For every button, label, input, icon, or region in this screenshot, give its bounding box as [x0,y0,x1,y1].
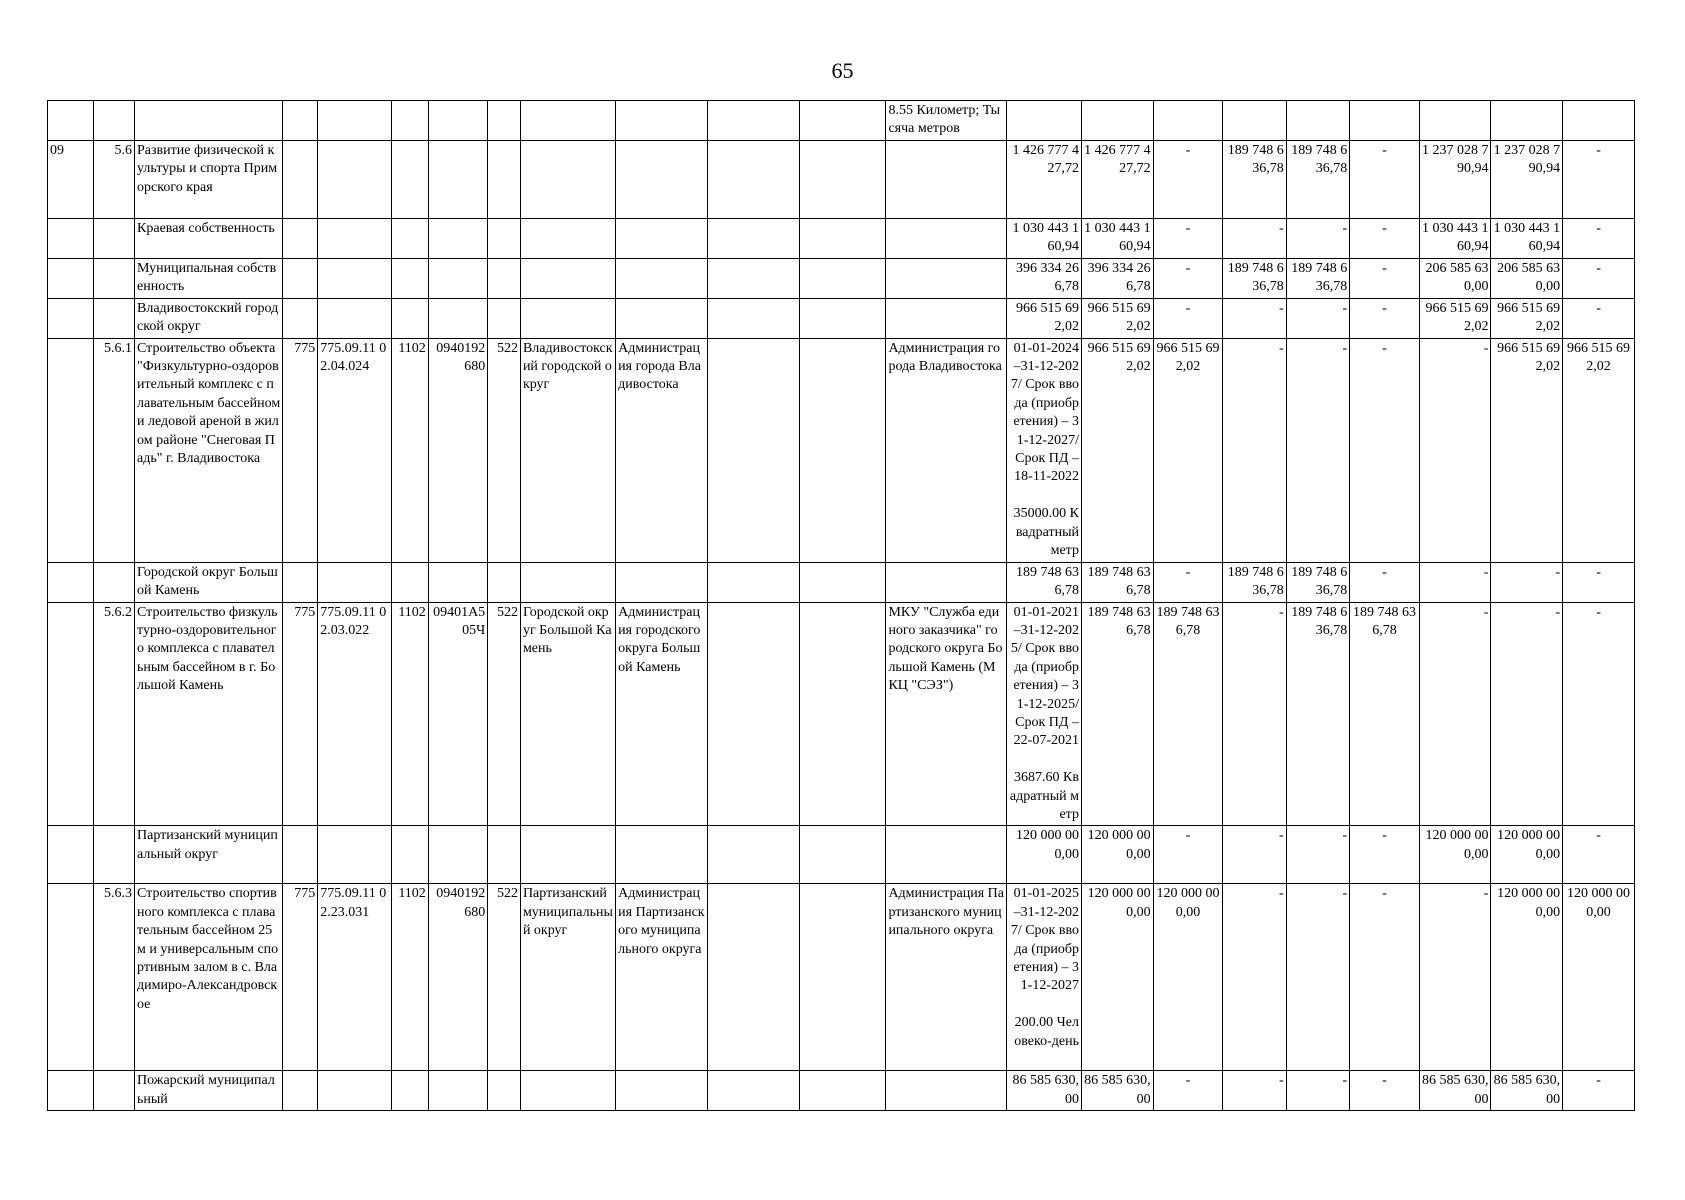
table-cell [1491,101,1563,141]
table-cell [616,219,708,259]
table-cell [135,101,283,141]
table-row [48,826,1635,884]
table-cell [48,258,94,298]
table-cell: 189 748 636,78 [1223,141,1286,219]
table-cell: - [1286,884,1349,1071]
table-cell [283,141,318,219]
table-cell [391,298,428,338]
table-cell: 189 748 636,78 [1153,602,1223,826]
table-cell: 1 030 443 160,94 [1081,219,1153,259]
table-cell [800,562,886,602]
table-cell: - [1223,338,1286,562]
table-cell [318,141,392,219]
table-cell [800,219,886,259]
table-cell [391,258,428,298]
table-cell: - [1223,884,1286,1071]
table-cell [428,101,487,141]
table-cell: - [1350,884,1420,1071]
table-cell [1223,101,1286,141]
table-cell [708,258,800,298]
table-cell [283,826,318,884]
table-cell: 1 426 777 427,72 [1007,141,1082,219]
table-cell [391,219,428,259]
table-cell [886,219,1007,259]
table-cell [708,826,800,884]
table-cell: - [1350,826,1420,884]
table-cell: - [1286,338,1349,562]
table-cell [48,884,94,1071]
table-cell [488,298,521,338]
table-cell [886,258,1007,298]
table-cell: - [1563,141,1635,219]
table-cell [94,101,135,141]
table-cell: - [1153,219,1223,259]
table-cell [94,219,135,259]
table-cell: 966 515 692,02 [1419,298,1491,338]
table-row [48,562,1635,602]
table-cell [391,826,428,884]
table-cell: - [1563,219,1635,259]
table-cell [708,141,800,219]
table-cell: 775.09.11 02.04.024 [318,338,392,562]
table-cell: 775 [283,602,318,826]
table-cell [391,562,428,602]
table-cell [800,298,886,338]
table-cell: - [1350,219,1420,259]
table-cell [520,219,615,259]
table-cell: 966 515 692,02 [1491,338,1563,562]
table-cell [1081,101,1153,141]
table-row [48,101,1635,141]
table-cell [48,101,94,141]
table-cell [428,826,487,884]
table-cell [520,141,615,219]
table-cell: Владивостокский городской округ [135,298,283,338]
table-cell [488,826,521,884]
table-cell [708,298,800,338]
table-cell [708,562,800,602]
table-cell [800,1071,886,1111]
table-cell [283,562,318,602]
table-cell: 189 748 636,78 [1081,562,1153,602]
table-cell: 396 334 266,78 [1007,258,1082,298]
table-cell: 5.6.3 [94,884,135,1071]
table-cell [1350,101,1420,141]
table-cell: 966 515 692,02 [1007,298,1082,338]
table-cell [1007,101,1082,141]
table-cell [283,1071,318,1111]
table-cell [616,101,708,141]
table-cell [48,338,94,562]
table-cell [800,884,886,1071]
table-cell: Городской округ Большой Камень [135,562,283,602]
table-cell [391,141,428,219]
table-cell: 1 030 443 160,94 [1419,219,1491,259]
table-cell: 522 [488,884,521,1071]
table-cell [48,219,94,259]
table-cell [94,826,135,884]
table-cell [318,826,392,884]
table-cell: 0940192680 [428,338,487,562]
table-cell [48,826,94,884]
table-cell: 396 334 266,78 [1081,258,1153,298]
table-cell [616,1071,708,1111]
page-number: 65 [831,58,854,83]
table-cell: 189 748 636,78 [1223,562,1286,602]
table-cell: 189 748 636,78 [1081,602,1153,826]
table-cell [318,1071,392,1111]
table-cell [708,101,800,141]
table-cell: - [1153,298,1223,338]
table-cell: - [1153,258,1223,298]
table-cell: - [1419,602,1491,826]
table-cell: 8.55 Километр; Тысяча метров [886,101,1007,141]
table-cell: Администрация Партизанского муниципального округа [616,884,708,1071]
table-cell: 86 585 630,00 [1419,1071,1491,1111]
table-cell: - [1350,141,1420,219]
table-cell [488,1071,521,1111]
table-cell [283,101,318,141]
table-cell: 775.09.11 02.23.031 [318,884,392,1071]
table-cell [886,562,1007,602]
table-cell: 120 000 000,00 [1491,826,1563,884]
table-cell: Краевая собственность [135,219,283,259]
table-cell [488,141,521,219]
table-cell: 120 000 000,00 [1081,826,1153,884]
table-cell: Строительство объекта "Физкультурно-оздоровительный комплекс с плавательным бассейном и ледовой ареной в жилом районе "Снеговая Падь" г. Владивостока [135,338,283,562]
table-cell: Развитие физической культуры и спорта Приморского края [135,141,283,219]
table-cell [48,298,94,338]
table-cell [1153,101,1223,141]
table-cell [428,298,487,338]
table-cell [488,562,521,602]
table-cell [800,258,886,298]
table-cell: 206 585 630,00 [1419,258,1491,298]
table-cell [616,826,708,884]
table-cell [94,1071,135,1111]
table-cell [318,298,392,338]
table-cell [1286,101,1349,141]
table-cell [318,562,392,602]
table-cell: 5.6.2 [94,602,135,826]
table-cell [48,1071,94,1111]
table-cell [520,298,615,338]
table-cell [318,101,392,141]
table-cell: 966 515 692,02 [1081,338,1153,562]
table-cell [800,826,886,884]
table-cell: - [1153,826,1223,884]
table-cell: Городской округ Большой Камень [520,602,615,826]
table-cell: 1102 [391,884,428,1071]
table-cell: 1 426 777 427,72 [1081,141,1153,219]
table-cell: - [1286,826,1349,884]
table-cell: 966 515 692,02 [1491,298,1563,338]
table-cell: 120 000 000,00 [1081,884,1153,1071]
table-cell: - [1563,1071,1635,1111]
table-cell: 86 585 630,00 [1491,1071,1563,1111]
table-body [48,101,1635,1111]
table-cell: - [1419,562,1491,602]
table-cell: - [1491,602,1563,826]
table-cell [283,298,318,338]
table-cell: 01-01-2021–31-12-2025/ Срок ввода (приобретения) – 31-12-2025/ Срок ПД – 22-07-2021 3687.60 Квадратный метр [1007,602,1082,826]
table-cell [94,298,135,338]
table-cell: - [1563,826,1635,884]
table-cell [48,562,94,602]
table-cell [800,602,886,826]
table-cell: 1 237 028 790,94 [1419,141,1491,219]
table-row [48,258,1635,298]
table-cell [428,219,487,259]
table-cell [886,141,1007,219]
table-cell: 775 [283,884,318,1071]
table-cell [48,602,94,826]
table-cell [428,258,487,298]
table-row [48,141,1635,219]
table-cell [428,562,487,602]
table-cell: - [1223,1071,1286,1111]
table-cell: - [1350,562,1420,602]
table-cell: - [1286,1071,1349,1111]
table-cell [488,101,521,141]
table-cell: Муниципальная собственность [135,258,283,298]
table-row [48,219,1635,259]
table-cell [800,101,886,141]
table-cell: Строительство спортивного комплекса с плавательным бассейном 25 м и универсальным спортивным залом в с. Владимиро-Александровское [135,884,283,1071]
table-cell [708,338,800,562]
table-cell: 522 [488,338,521,562]
table-cell: 01-01-2024–31-12-2027/ Срок ввода (приобретения) – 31-12-2027/ Срок ПД – 18-11-2022 35000.00 Квадратный метр [1007,338,1082,562]
table-cell: - [1223,826,1286,884]
table-cell: - [1350,1071,1420,1111]
table-cell [1563,101,1635,141]
table-cell [520,562,615,602]
table-cell [708,602,800,826]
table-cell: 775.09.11 02.03.022 [318,602,392,826]
table-cell [708,884,800,1071]
table-cell: 86 585 630,00 [1081,1071,1153,1111]
table-cell [708,219,800,259]
table-cell: 120 000 000,00 [1563,884,1635,1071]
table-cell: 1102 [391,602,428,826]
table-cell: 120 000 000,00 [1419,826,1491,884]
table-cell: 966 515 692,02 [1153,338,1223,562]
table-cell [391,101,428,141]
table-cell [283,258,318,298]
table-cell [520,258,615,298]
table-cell: - [1286,219,1349,259]
table-cell: 1 030 443 160,94 [1491,219,1563,259]
table-cell: - [1350,298,1420,338]
table-cell [520,826,615,884]
table-cell: 189 748 636,78 [1286,562,1349,602]
table-cell: - [1491,562,1563,602]
table-cell: - [1419,338,1491,562]
table-cell [616,298,708,338]
table-cell: 522 [488,602,521,826]
table-cell: - [1223,602,1286,826]
table-cell: 189 748 636,78 [1007,562,1082,602]
table-cell: 120 000 000,00 [1491,884,1563,1071]
table-cell: 86 585 630,00 [1007,1071,1082,1111]
table-cell [886,1071,1007,1111]
table-cell: Администрация городского округа Большой Камень [616,602,708,826]
table-cell: 120 000 000,00 [1007,826,1082,884]
table-cell: - [1419,884,1491,1071]
table-cell: - [1153,562,1223,602]
table-cell: МКУ "Служба единого заказчика" городского округа Большой Камень (МКЦ "СЭЗ") [886,602,1007,826]
table-cell [886,826,1007,884]
table-cell: 189 748 636,78 [1286,258,1349,298]
table-row [48,1071,1635,1111]
table-cell: - [1153,1071,1223,1111]
table-cell [800,338,886,562]
table-cell [616,258,708,298]
table-cell: 206 585 630,00 [1491,258,1563,298]
table-cell: 966 515 692,02 [1563,338,1635,562]
table-cell: Партизанский муниципальный округ [135,826,283,884]
table-cell: - [1563,602,1635,826]
table-cell: 1102 [391,338,428,562]
table-cell [800,141,886,219]
table-cell: - [1223,298,1286,338]
table-row [48,298,1635,338]
table-cell [616,562,708,602]
table-cell [616,141,708,219]
table-cell: Администрация Партизанского муниципального округа [886,884,1007,1071]
table-cell: Администрация города Владивостока [886,338,1007,562]
table-cell: - [1153,141,1223,219]
table-cell [488,258,521,298]
table-cell: 09 [48,141,94,219]
table-cell [318,219,392,259]
table-cell: - [1223,219,1286,259]
table-cell: - [1563,298,1635,338]
table-cell: - [1350,258,1420,298]
table-cell: - [1563,258,1635,298]
table-cell [1419,101,1491,141]
table-cell: Партизанский муниципальный округ [520,884,615,1071]
table-cell: 1 030 443 160,94 [1007,219,1082,259]
table-cell: Пожарский муниципальный [135,1071,283,1111]
table-cell [520,101,615,141]
table-cell [283,219,318,259]
table-cell: 09401А505Ч [428,602,487,826]
table-cell [318,258,392,298]
table-cell: 189 748 636,78 [1286,602,1349,826]
table-cell [520,1071,615,1111]
table-cell: Строительство физкультурно-оздоровительного комплекса с плавательным бассейном в г. Большой Камень [135,602,283,826]
table-cell: 1 237 028 790,94 [1491,141,1563,219]
table-row [48,884,1635,1071]
table-cell: 775 [283,338,318,562]
table-cell: Администрация города Владивостока [616,338,708,562]
table-cell: 0940192680 [428,884,487,1071]
table-cell [708,1071,800,1111]
table-cell: 5.6 [94,141,135,219]
table-cell: 189 748 636,78 [1350,602,1420,826]
table-cell: Владивостокский городской округ [520,338,615,562]
table-cell: 189 748 636,78 [1286,141,1349,219]
table-cell: 120 000 000,00 [1153,884,1223,1071]
table-row [48,602,1635,826]
table-cell [391,1071,428,1111]
table-cell: 5.6.1 [94,338,135,562]
table-cell: 01-01-2025–31-12-2027/ Срок ввода (приобретения) – 31-12-2027 200.00 Человеко-день [1007,884,1082,1071]
table-cell: 966 515 692,02 [1081,298,1153,338]
table-cell [886,298,1007,338]
budget-table [47,100,1635,1111]
table-cell [428,1071,487,1111]
table-cell [488,219,521,259]
table-cell [428,141,487,219]
table-cell: - [1563,562,1635,602]
table-cell [94,562,135,602]
table-cell: - [1350,338,1420,562]
table-row [48,338,1635,562]
table-cell [94,258,135,298]
table-cell: 189 748 636,78 [1223,258,1286,298]
table-cell: - [1286,298,1349,338]
